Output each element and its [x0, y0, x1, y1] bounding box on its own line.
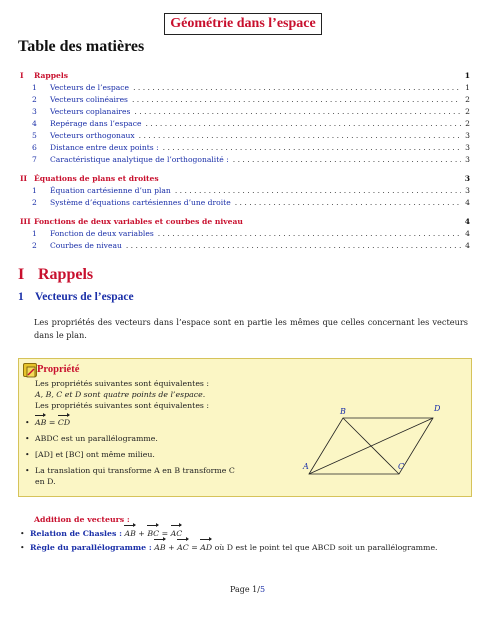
toc-item-number: 3 — [32, 107, 37, 116]
list-item: • Règle du parallélogramme : AB + AC = AD où D est le point tel que ABCD soit un parallélogramme. — [20, 541, 480, 555]
toc-item-number: 1 — [32, 83, 37, 92]
toc-item-number: 2 — [32, 241, 37, 250]
toc-item[interactable] — [20, 142, 470, 154]
toc-item[interactable] — [20, 240, 470, 252]
addition-heading: Addition de vecteurs : — [34, 515, 130, 524]
toc-item[interactable] — [20, 94, 470, 106]
diagonal-bc — [343, 418, 399, 474]
toc-item[interactable] — [20, 82, 470, 94]
toc-item[interactable] — [20, 106, 470, 118]
page-total: 5 — [259, 585, 266, 594]
addition-rules — [20, 527, 480, 555]
parallelogram-rule-label: Règle du parallélogramme : — [30, 543, 152, 552]
list-item: • ABDC est un parallélogramme. — [25, 433, 235, 444]
toc-page: 4 — [465, 198, 470, 207]
toc-item-label: Vecteurs de l’espace — [50, 83, 130, 92]
section-number: I — [18, 266, 25, 283]
toc-part-1[interactable] — [20, 70, 470, 82]
toc-item-number: 6 — [32, 143, 37, 152]
toc-page: 2 — [465, 107, 470, 116]
toc-item-number: 5 — [32, 131, 37, 140]
toc-dot-leader — [139, 130, 462, 142]
point-b-label: B — [340, 407, 346, 416]
toc-dot-leader — [158, 228, 461, 240]
parallelogram-figure — [301, 406, 451, 481]
toc-dot-leader — [126, 240, 461, 252]
toc-item[interactable] — [20, 118, 470, 130]
subsection-number: 1 — [18, 291, 24, 303]
toc-dot-leader — [233, 154, 461, 166]
section-title: Rappels — [38, 266, 94, 283]
property-box — [18, 358, 472, 497]
toc-part-label: Fonctions de deux variables et courbes de niveau — [34, 217, 243, 226]
toc-item-label: Vecteurs colinéaires — [50, 95, 128, 104]
toc-item-number: 2 — [32, 198, 37, 207]
toc-dot-leader — [145, 118, 461, 130]
toc-item[interactable] — [20, 185, 470, 197]
point-a-label: A — [303, 462, 309, 471]
toc-item-label: Distance entre deux points : — [50, 143, 159, 152]
toc-item[interactable] — [20, 130, 470, 142]
toc-part-3[interactable] — [20, 216, 470, 228]
toc-item[interactable] — [20, 228, 470, 240]
pencil-icon — [23, 363, 37, 377]
intro-paragraph: Les propriétés des vecteurs dans l’espace sont en partie les mêmes que celles concernant les vecteurs dans le plan. — [34, 317, 468, 340]
toc-item-label: Équation cartésienne d’un plan — [50, 186, 171, 195]
document-title: Géométrie dans l’espace — [164, 13, 322, 35]
toc-page: 2 — [465, 119, 470, 128]
toc-part-number: I — [20, 71, 24, 80]
page-number: 1 — [252, 585, 258, 594]
toc-dot-leader — [132, 94, 461, 106]
toc-page: 2 — [465, 95, 470, 104]
list-item: • Relation de Chasles : AB + BC = AC — [20, 527, 480, 541]
vector-cd: CD — [57, 418, 71, 427]
toc-item-label: Courbes de niveau — [50, 241, 122, 250]
toc-page: 3 — [465, 131, 470, 140]
property-line: A, B, C et D sont quatre points de l’espace. — [35, 390, 206, 399]
toc-part-label: Équations de plans et droites — [34, 174, 159, 183]
toc-item-number: 2 — [32, 95, 37, 104]
toc-page: 3 — [465, 143, 470, 152]
toc-item-label: Vecteurs orthogonaux — [50, 131, 135, 140]
toc-page: 3 — [464, 174, 470, 183]
list-item: • AB = CD — [25, 417, 235, 428]
property-list — [25, 417, 235, 492]
toc-page: 4 — [465, 229, 470, 238]
toc-part-label: Rappels — [34, 71, 69, 80]
point-c-label: C — [398, 462, 405, 471]
vector-ab: AB — [35, 418, 47, 427]
toc-page: 3 — [465, 186, 470, 195]
toc-heading: Table des matières — [18, 38, 145, 55]
toc-page: 1 — [464, 71, 470, 80]
property-line: Les propriétés suivantes sont équivalentes : — [35, 379, 210, 388]
section-heading — [18, 266, 93, 284]
toc-item[interactable] — [20, 197, 470, 209]
parallelogram-svg — [301, 406, 451, 481]
property-title: Propriété — [37, 364, 80, 375]
toc-page: 3 — [465, 155, 470, 164]
page-footer: Page 1/5 — [229, 585, 266, 594]
toc-item-label: Système d’équations cartésiennes d’une droite — [50, 198, 231, 207]
property-text — [35, 378, 231, 411]
toc-item-number: 4 — [32, 119, 37, 128]
subsection-heading — [18, 291, 134, 303]
toc-dot-leader — [134, 106, 461, 118]
subsection-title: Vecteurs de l’espace — [35, 291, 134, 303]
toc-item-number: 1 — [32, 186, 37, 195]
toc-item-label: Fonction de deux variables — [50, 229, 154, 238]
toc-part-number: III — [20, 217, 31, 226]
toc-part-2[interactable] — [20, 173, 470, 185]
point-d-label: D — [434, 404, 441, 413]
list-item: • La translation qui transforme A en B transforme C en D. — [25, 465, 235, 487]
toc-item-label: Caractéristique analytique de l’orthogonalité : — [50, 155, 229, 164]
toc-page: 4 — [465, 241, 470, 250]
toc-item-number: 7 — [32, 155, 37, 164]
toc-dot-leader — [175, 185, 461, 197]
toc-page: 1 — [465, 83, 470, 92]
list-item: • [AD] et [BC] ont même milieu. — [25, 449, 235, 460]
toc-item-number: 1 — [32, 229, 37, 238]
toc-page: 4 — [464, 217, 470, 226]
chasles-label: Relation de Chasles : — [30, 529, 122, 538]
property-line: Les propriétés suivantes sont équivalentes : — [35, 401, 210, 410]
toc-item[interactable] — [20, 154, 470, 166]
toc-dot-leader — [133, 82, 461, 94]
toc-dot-leader — [235, 197, 461, 209]
toc-item-label: Vecteurs coplanaires — [50, 107, 131, 116]
toc-dot-leader — [163, 142, 462, 154]
toc-part-number: II — [20, 174, 28, 183]
toc-item-label: Repérage dans l’espace — [50, 119, 142, 128]
